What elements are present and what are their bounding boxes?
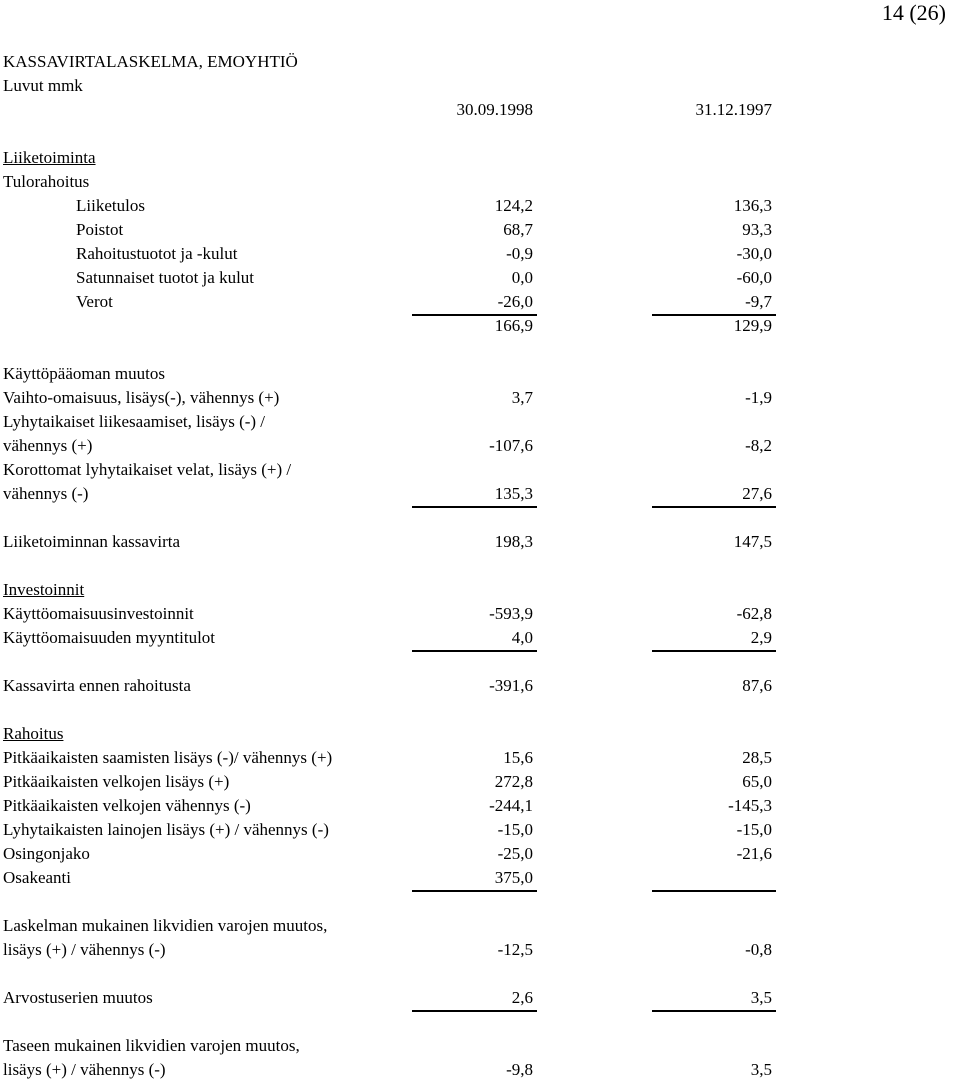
row-label: Käyttöomaisuuden myyntitulot <box>3 628 216 647</box>
row-label: Osakeanti <box>3 868 71 887</box>
column-header-1997: 31.12.1997 <box>695 100 772 119</box>
row-value-1997: -62,8 <box>736 604 772 623</box>
row-label: vähennys (+) <box>3 436 93 455</box>
unit-label: Luvut mmk <box>3 76 83 95</box>
row-value-1998: 0,0 <box>511 268 533 287</box>
subtotal-rule <box>652 890 776 892</box>
row-value-1998: 4,0 <box>511 628 533 647</box>
row-value-1997: -9,7 <box>745 292 772 311</box>
row-value-1998: -244,1 <box>489 796 533 815</box>
document-title: KASSAVIRTALASKELMA, EMOYHTIÖ <box>3 52 298 71</box>
row-value-1998: -26,0 <box>497 292 533 311</box>
page-number: 14 (26) <box>881 0 946 25</box>
row-value-1998: -0,9 <box>506 244 533 263</box>
row-value-1998: -391,6 <box>489 676 533 695</box>
subtotal-value-1997: 129,9 <box>733 316 772 335</box>
subtotal-rule <box>412 1010 537 1012</box>
row-label: Käyttöomaisuusinvestoinnit <box>3 604 194 623</box>
row-value-1998: 375,0 <box>494 868 533 887</box>
subtotal-rule <box>412 650 537 652</box>
row-value-1997: 93,3 <box>742 220 772 239</box>
subtotal-rule <box>652 1010 776 1012</box>
subsection-heading-income: Tulorahoitus <box>3 172 90 191</box>
row-label: Osingonjako <box>3 844 90 863</box>
row-label: Poistot <box>76 220 124 239</box>
row-label: Satunnaiset tuotot ja kulut <box>76 268 255 287</box>
row-value-1998: -25,0 <box>497 844 533 863</box>
row-value-1998: -9,8 <box>506 1060 533 1079</box>
row-label: Taseen mukainen likvidien varojen muutos, <box>3 1036 300 1055</box>
row-value-1997: 3,5 <box>750 1060 772 1079</box>
row-value-1997: -60,0 <box>736 268 772 287</box>
row-value-1997: 147,5 <box>733 532 772 551</box>
row-label: Lyhytaikaisten lainojen lisäys (+) / vähennys (-) <box>3 820 329 839</box>
row-value-1997: 27,6 <box>742 484 772 503</box>
column-header-1998: 30.09.1998 <box>456 100 533 119</box>
row-value-1998: -15,0 <box>497 820 533 839</box>
row-value-1997: -30,0 <box>736 244 772 263</box>
row-value-1998: 272,8 <box>494 772 533 791</box>
row-value-1997: -21,6 <box>736 844 772 863</box>
row-label: lisäys (+) / vähennys (-) <box>3 940 166 959</box>
row-value-1997: 28,5 <box>742 748 772 767</box>
row-value-1998: -593,9 <box>489 604 533 623</box>
row-label: Pitkäaikaisten velkojen lisäys (+) <box>3 772 230 791</box>
row-label: Korottomat lyhytaikaiset velat, lisäys (+) / <box>3 460 292 479</box>
row-label: Laskelman mukainen likvidien varojen muutos, <box>3 916 328 935</box>
row-label: Verot <box>76 292 113 311</box>
row-value-1997: -0,8 <box>745 940 772 959</box>
subtotal-value-1998: 166,9 <box>494 316 533 335</box>
section-heading-operations: Liiketoiminta <box>3 148 96 167</box>
row-label: Pitkäaikaisten saamisten lisäys (-)/ vähennys (+) <box>3 748 333 767</box>
subsection-heading-working-capital: Käyttöpääoman muutos <box>3 364 165 383</box>
row-value-1997: -1,9 <box>745 388 772 407</box>
row-value-1997: 136,3 <box>733 196 772 215</box>
row-label: Pitkäaikaisten velkojen vähennys (-) <box>3 796 251 815</box>
section-heading-investments: Investoinnit <box>3 580 85 599</box>
row-label: Vaihto-omaisuus, lisäys(-), vähennys (+) <box>3 388 280 407</box>
subtotal-rule <box>412 506 537 508</box>
row-label: Lyhytaikaiset liikesaamiset, lisäys (-) / <box>3 412 266 431</box>
row-value-1998: 68,7 <box>503 220 533 239</box>
row-label: Liiketulos <box>76 196 145 215</box>
row-value-1997: -8,2 <box>745 436 772 455</box>
subtotal-rule <box>652 650 776 652</box>
row-label: Rahoitustuotot ja -kulut <box>76 244 238 263</box>
row-value-1997: 2,9 <box>750 628 772 647</box>
row-value-1998: -107,6 <box>489 436 533 455</box>
row-value-1998: 124,2 <box>494 196 533 215</box>
row-value-1998: 15,6 <box>503 748 533 767</box>
row-value-1998: 198,3 <box>494 532 533 551</box>
row-value-1998: 135,3 <box>494 484 533 503</box>
row-value-1997: 65,0 <box>742 772 772 791</box>
row-value-1998: 3,7 <box>511 388 533 407</box>
row-value-1998: -12,5 <box>497 940 533 959</box>
subtotal-rule <box>652 506 776 508</box>
row-label: lisäys (+) / vähennys (-) <box>3 1060 166 1079</box>
row-value-1997: 87,6 <box>742 676 772 695</box>
row-value-1998: 2,6 <box>511 988 533 1007</box>
subtotal-rule <box>412 890 537 892</box>
row-value-1997: -145,3 <box>728 796 772 815</box>
cash-flow-before-financing-label: Kassavirta ennen rahoitusta <box>3 676 191 695</box>
row-label: vähennys (-) <box>3 484 89 503</box>
section-heading-financing: Rahoitus <box>3 724 64 743</box>
row-value-1997: -15,0 <box>736 820 772 839</box>
operating-cash-flow-label: Liiketoiminnan kassavirta <box>3 532 181 551</box>
row-value-1997: 3,5 <box>750 988 772 1007</box>
row-label: Arvostuserien muutos <box>3 988 153 1007</box>
